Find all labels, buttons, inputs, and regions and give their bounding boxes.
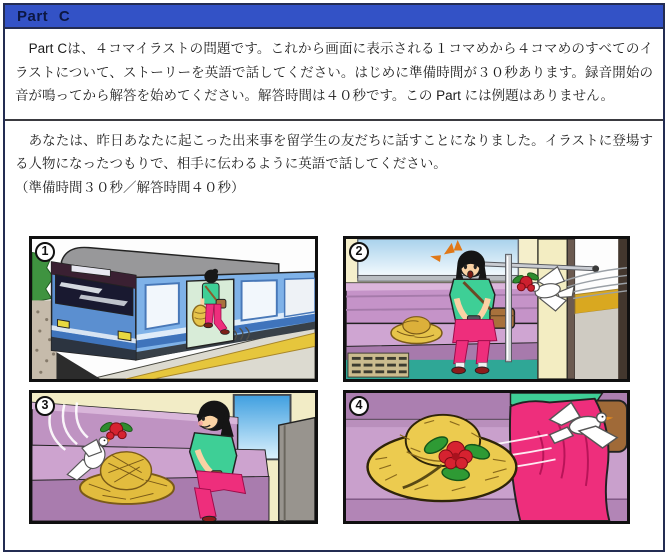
eye-left	[464, 264, 467, 269]
pants-leg-right	[476, 341, 490, 364]
headlight-right	[118, 331, 131, 341]
eye-right	[474, 264, 477, 269]
side-window	[242, 280, 277, 320]
shoe-right	[221, 330, 230, 335]
woman-leg-left	[205, 304, 214, 323]
instructions-text: Part Cは、４コマイラストの問題です。これから画面に表示される１コマめから４コマめのすべてのイラストについて、ストーリーを英語で話してください。はじめに準備時間が３０秒あります。録音開始の音が鳴ってから解答を始めてください。解答時間は４０秒です。この Part には例題はありません。	[15, 41, 653, 103]
panel-3-number-badge: 3	[35, 396, 55, 416]
vertical-pole	[506, 254, 512, 361]
panel-1-train-boarding	[29, 236, 318, 382]
panel-4-number-badge: 4	[349, 396, 369, 416]
panel-3-dove-returns-flower	[29, 390, 318, 524]
shoe-right	[475, 367, 489, 374]
shoe-left	[204, 323, 213, 328]
dove-head	[597, 413, 607, 422]
dove-flying-in-scene-illustration	[346, 239, 627, 379]
pants-hips	[453, 320, 497, 343]
headlight-left	[57, 320, 69, 329]
train-boarding-scene-illustration	[32, 239, 315, 379]
window-sill	[358, 275, 519, 281]
door-frame-right	[618, 239, 627, 379]
panel-2-dove-flies-in	[343, 236, 630, 382]
dove-eye	[602, 416, 604, 418]
task-box	[5, 121, 663, 525]
far-window	[285, 278, 315, 316]
panel-1-number-badge: 1	[35, 242, 55, 262]
hat-crown	[101, 452, 152, 490]
flower-bloom-2	[118, 431, 126, 439]
part-header	[5, 5, 663, 29]
panel-4-hat-closeup	[343, 390, 630, 524]
task-text: あなたは、昨日あなたに起こった出来事を留学生の友だちに話すことになりました。イラストに登場する人物になったつもりで、相手に伝わるように英語で話してください。	[15, 132, 653, 171]
eye	[202, 416, 205, 421]
comic-panels-grid	[29, 236, 653, 524]
rose-bloom-2	[517, 283, 525, 291]
rail-cap	[592, 265, 599, 272]
flower-bloom-3	[107, 432, 114, 439]
rose-bloom-3	[528, 285, 535, 292]
time-note: （準備時間３０秒／解答時間４０秒）	[15, 179, 245, 195]
part-title: Part C	[17, 7, 71, 25]
shoe	[202, 516, 216, 521]
woman-hair-bun	[212, 269, 218, 275]
open-mouth	[468, 271, 473, 278]
dove-eye	[104, 440, 106, 442]
worksheet-page	[3, 3, 665, 552]
blush	[198, 421, 203, 426]
panel-2-number-badge: 2	[349, 242, 369, 262]
hat-closeup-scene-illustration	[346, 393, 627, 521]
platform-outside	[575, 308, 620, 379]
instructions-box	[5, 29, 663, 121]
dove-returning-scene-illustration	[32, 393, 315, 521]
door-window	[146, 283, 179, 329]
door-edge	[567, 239, 575, 379]
shoe-left	[452, 367, 466, 374]
dove-head	[99, 437, 108, 446]
